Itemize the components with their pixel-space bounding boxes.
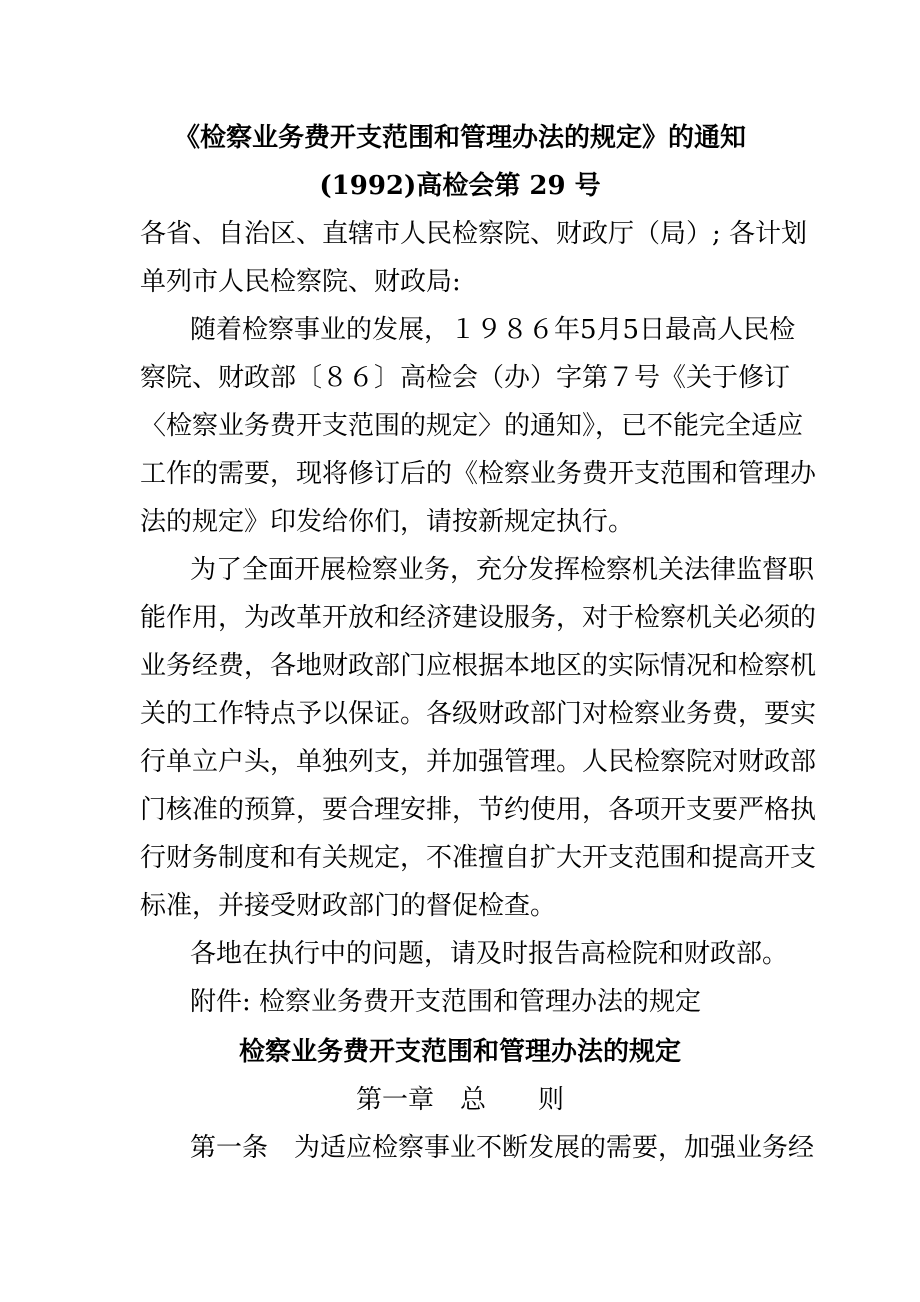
paragraph-line: 各地在执行中的问题，请及时报告高检院和财政部。 xyxy=(190,939,789,969)
paragraph-line: 〈检察业务费开支范围的规定〉的通知》，已不能完全适应 xyxy=(140,411,804,441)
document-number: (1992)高检会第 29 号 xyxy=(319,171,601,201)
paragraph-line: 业务经费，各地财政部门应根据本地区的实际情况和检察机 xyxy=(140,651,817,681)
paragraph-line: 能作用，为改革开放和经济建设服务，对于检察机关必须的 xyxy=(140,603,817,633)
paragraph-line: 为了全面开展检察业务，充分发挥检察机关法律监督职 xyxy=(190,555,815,585)
paragraph-line: 标准，并接受财政部门的督促检查。 xyxy=(140,891,557,921)
addressee-line: 各省、自治区、直辖市人民检察院、财政厅（局）; 各计划 xyxy=(140,219,808,249)
paragraph-line: 工作的需要，现将修订后的《检察业务费开支范围和管理办 xyxy=(140,459,817,489)
paragraph-line: 行单立户头，单独列支，并加强管理。人民检察院对财政部 xyxy=(140,747,817,777)
paragraph-line: 门核准的预算，要合理安排，节约使用，各项开支要严格执 xyxy=(140,795,817,825)
paragraph-line: 法的规定》印发给你们，请按新规定执行。 xyxy=(140,507,635,537)
chapter-heading: 第一章 总 则 xyxy=(355,1085,564,1115)
regulation-title: 检察业务费开支范围和管理办法的规定 xyxy=(238,1037,681,1067)
attachment-line: 附件: 检察业务费开支范围和管理办法的规定 xyxy=(190,987,702,1017)
addressee-line: 单列市人民检察院、财政局: xyxy=(140,267,461,297)
paragraph-line: 随着检察事业的发展，１９８６年5月5日最高人民检 xyxy=(190,315,796,345)
paragraph-line: 察院、财政部〔８６〕高检会（办）字第７号《关于修订 xyxy=(140,363,791,393)
paragraph-line: 行财务制度和有关规定，不准擅自扩大开支范围和提高开支 xyxy=(140,843,817,873)
paragraph-line: 关的工作特点予以保证。各级财政部门对检察业务费，要实 xyxy=(140,699,817,729)
document-title: 《检察业务费开支范围和管理办法的规定》的通知 xyxy=(173,123,746,153)
article-line: 第一条 为适应检察事业不断发展的需要，加强业务经 xyxy=(190,1133,815,1163)
